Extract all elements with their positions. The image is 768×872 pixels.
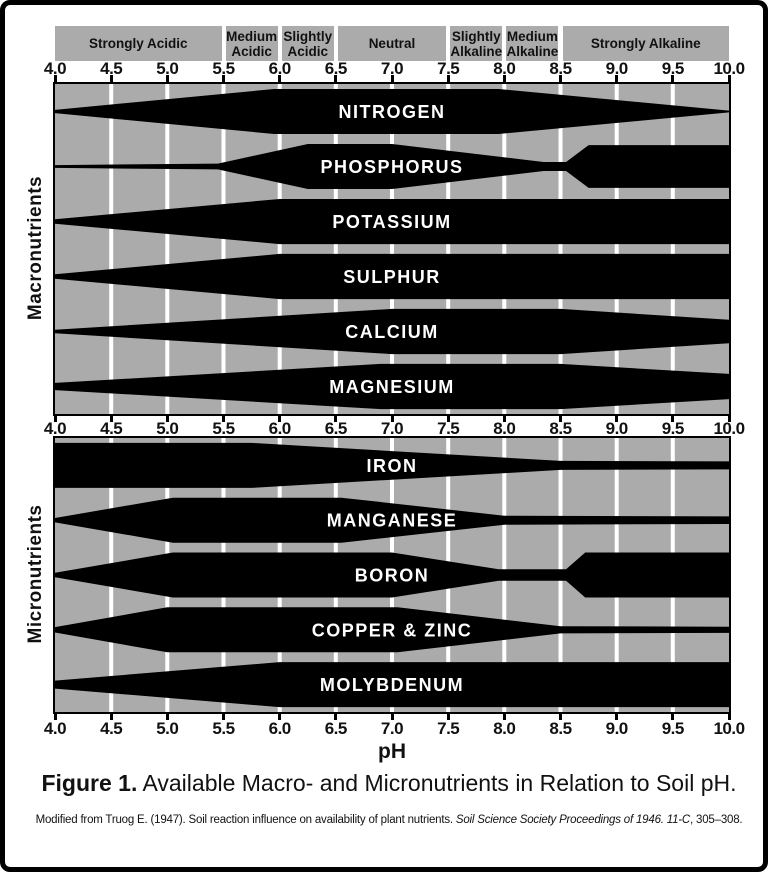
band-label-potassium: POTASSIUM — [332, 212, 452, 232]
band-label-molybdenum: MOLYBDENUM — [319, 675, 465, 696]
attribution-journal: Soil Science Society Proceedings of 1946. 11-C — [455, 814, 691, 826]
ph-zone-label: Alkaline — [450, 43, 503, 59]
ph-zone-strongly-acidic — [55, 26, 222, 61]
ph-zone-label: Alkaline — [506, 43, 559, 59]
micronutrients-axis-title: Micronutrients — [25, 504, 46, 644]
axis-tick-label: 9.5 — [661, 419, 684, 438]
axis-tick-label: 5.5 — [212, 419, 235, 438]
axis-tick-label: 4.0 — [43, 419, 67, 438]
attribution-pages: , 305–308. — [690, 814, 743, 826]
figure-attribution — [5, 814, 768, 826]
axis-tick-label: 7.0 — [380, 419, 404, 438]
macronutrients-chart — [55, 84, 729, 414]
ph-zone-header — [55, 26, 729, 61]
ph-gridline — [671, 84, 675, 414]
ph-gridline — [165, 84, 169, 414]
axis-tick-label: 10.0 — [713, 419, 745, 438]
macronutrients-panel — [53, 82, 731, 416]
micronutrients-chart — [55, 438, 729, 712]
band-label-calcium: CALCIUM — [345, 322, 439, 342]
ph-zone-medium-acidic — [226, 26, 278, 61]
axis-tick-label: 6.5 — [324, 719, 347, 738]
ph-zone-label: Neutral — [368, 36, 416, 51]
band-label-iron: IRON — [366, 455, 418, 476]
axis-tick-label: 8.5 — [549, 59, 572, 78]
figure-caption-text: Available Macro- and Micronutrients in Relation to Soil pH. — [137, 770, 737, 796]
axis-tick-label: 10.0 — [713, 59, 745, 78]
ph-zone-slightly-acidic — [282, 26, 334, 61]
axis-tick-label: 8.5 — [549, 719, 572, 738]
band-label-magnesium: MAGNESIUM — [329, 377, 455, 397]
x-axis-title: pH — [378, 740, 406, 763]
axis-tick-label: 5.0 — [156, 719, 179, 738]
axis-tick-label: 9.0 — [605, 59, 628, 78]
axis-tick-label: 7.0 — [380, 719, 404, 738]
axis-tick-label: 4.5 — [100, 59, 123, 78]
band-label-phosphorus: PHOSPHORUS — [320, 157, 464, 177]
ph-zone-label: Strongly Alkaline — [590, 36, 701, 51]
figure-caption — [5, 770, 768, 797]
ph-gridline — [109, 84, 113, 414]
axis-tick-label: 5.5 — [212, 719, 235, 738]
axis-tick-label: 10.0 — [713, 719, 745, 738]
ph-zone-label: Strongly Acidic — [88, 36, 188, 51]
axis-tick-label: 6.0 — [268, 719, 291, 738]
band-label-copper-zinc: COPPER & ZINC — [311, 620, 473, 641]
band-label-boron: BORON — [354, 565, 430, 586]
axis-tick-label: 8.0 — [493, 419, 516, 438]
axis-tick-label: 7.5 — [437, 719, 460, 738]
ph-axis-bottom — [43, 714, 745, 740]
axis-tick-label: 6.0 — [268, 419, 291, 438]
axis-tick-label: 4.0 — [43, 719, 67, 738]
ph-zone-strongly-alkaline — [563, 26, 730, 61]
attribution-text: Modified from Truog E. (1947). Soil reaction influence on availability of plant nutrients. — [35, 814, 456, 826]
figure-caption-number: Figure 1. — [41, 770, 138, 796]
axis-tick-label: 5.5 — [212, 59, 235, 78]
ph-zone-label: Slightly — [451, 28, 501, 44]
axis-tick-label: 6.5 — [324, 419, 347, 438]
ph-zone-slightly-alkaline — [450, 26, 502, 61]
axis-tick-label: 4.0 — [43, 59, 67, 78]
axis-tick-label: 9.0 — [605, 719, 628, 738]
ph-zone-medium-alkaline — [506, 26, 558, 61]
axis-tick-label: 8.0 — [493, 719, 516, 738]
band-label-manganese: MANGANESE — [326, 510, 458, 531]
axis-tick-label: 7.0 — [380, 59, 404, 78]
ph-gridline — [222, 84, 226, 414]
axis-tick-label: 8.5 — [549, 419, 572, 438]
axis-tick-label: 7.5 — [437, 59, 460, 78]
axis-tick-label: 9.0 — [605, 419, 628, 438]
axis-tick-label: 9.5 — [661, 59, 684, 78]
axis-tick-label: 5.0 — [156, 419, 179, 438]
axis-tick-label: 4.5 — [100, 419, 123, 438]
ph-zone-label: Slightly — [283, 28, 333, 44]
band-label-nitrogen: NITROGEN — [338, 102, 446, 122]
ph-gridline — [615, 84, 619, 414]
axis-tick-label: 9.5 — [661, 719, 684, 738]
ph-zone-label: Medium — [506, 28, 558, 44]
axis-tick-label: 4.5 — [100, 719, 123, 738]
ph-zone-label: Acidic — [231, 43, 272, 59]
band-label-sulphur: SULPHUR — [343, 267, 441, 287]
ph-zone-neutral — [338, 26, 446, 61]
macronutrients-axis-title: Macronutrients — [25, 175, 46, 321]
ph-zone-label: Acidic — [287, 43, 329, 59]
axis-tick-label: 7.5 — [437, 419, 460, 438]
axis-tick-label: 6.5 — [324, 59, 347, 78]
axis-tick-label: 6.0 — [268, 59, 291, 78]
micronutrients-panel — [53, 436, 731, 714]
axis-tick-label: 8.0 — [493, 59, 516, 78]
ph-zone-label: Medium — [226, 28, 278, 44]
axis-tick-label: 5.0 — [156, 59, 179, 78]
